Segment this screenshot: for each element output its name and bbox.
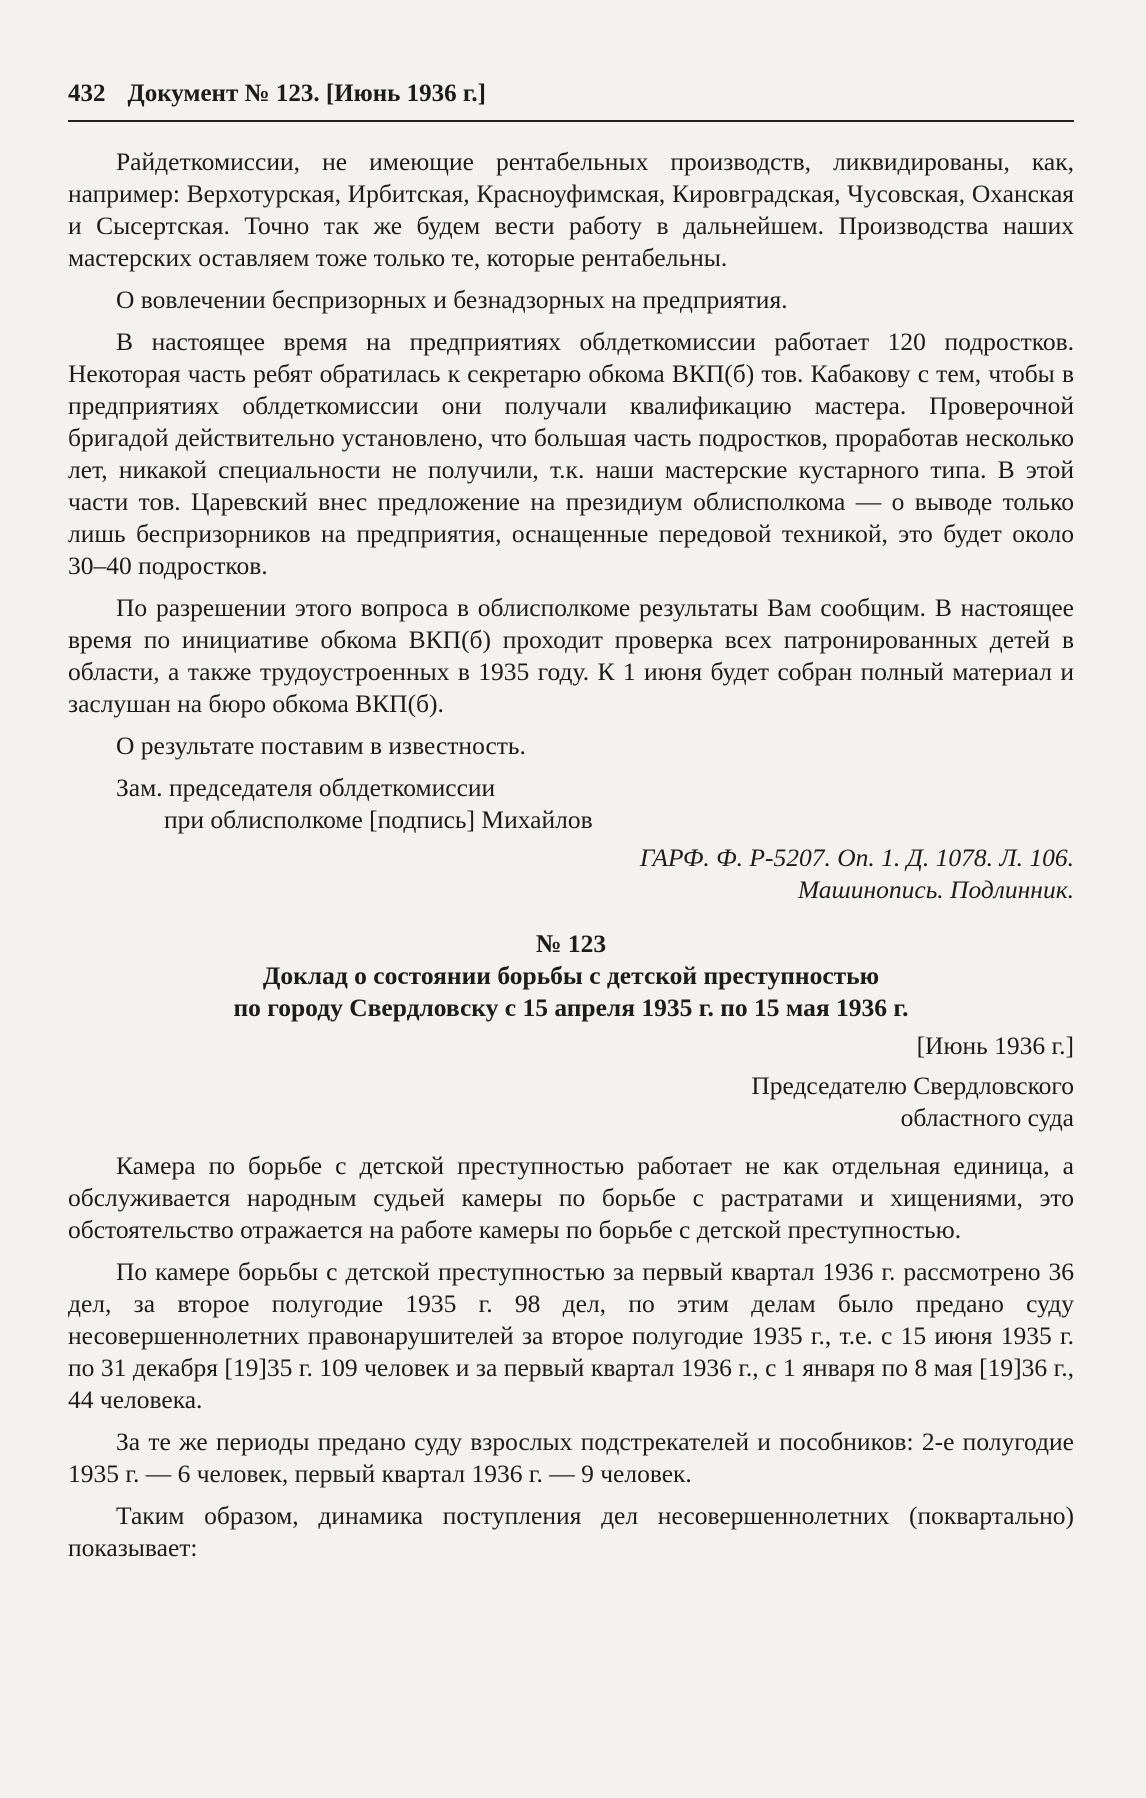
document-date: [Июнь 1936 г.] <box>916 1031 1074 1060</box>
paragraph: По камере борьбы с детской преступностью за первый квартал 1936 г. рассмотрено 36 дел, за второе полугодие 1935 г. 98 дел, по этим делам было предано суду несовершеннолетних правонарушителей за второе полугодие 1935 г., т.е. с 15 июня 1935 г. по 31 декабря [19]35 г. 109 человек и за первый квартал 1936 г., с 1 января по 8 мая [19]36 г., 44 человека. <box>68 1257 1074 1414</box>
paragraph: О вовлечении беспризорных и безнадзорных на предприятия. <box>116 285 788 314</box>
page-number: 432 <box>68 80 106 107</box>
paragraph: Камера по борьбе с детской преступностью работает не как отдельная единица, а обслуживается народным судьей камеры по борьбе с растратами и хищениями, это обстоятельство отражается на работе камеры по борьбе с детской преступностью. <box>68 1151 1074 1244</box>
paragraph: Таким образом, динамика поступления дел несовершеннолетних (поквартально) показывает: <box>68 1501 1074 1562</box>
signature-line: Зам. председателя облдеткомиссии <box>116 773 496 802</box>
paragraph: За те же периоды предано суду взрослых подстрекателей и пособников: 2-е полугодие 1935 г. — 6 человек, первый квартал 1936 г. — 9 человек. <box>68 1427 1074 1488</box>
addressee-line: областного суда <box>900 1103 1074 1132</box>
signature-block <box>68 772 1074 836</box>
paragraph: В настоящее время на предприятиях облдеткомиссии работает 120 подростков. Некоторая часть ребят обратилась к секретарю обкома ВКП(б) тов. Кабакову с тем, чтобы в предприятиях облдеткомиссии они получали квалификацию мастера. Проверочной бригадой действительно установлено, что большая часть подростков, проработав несколько лет, никакой специальности не получили, т.к. наши мастерские кустарного типа. В этой части тов. Царевский внес предложение на президиум облисполкома — о выводе только лишь беспризорников на предприятия, оснащенные передовой техникой, это будет около 30–40 подростков. <box>68 327 1074 580</box>
signature-line: при облисполкоме [подпись] Михайлов <box>164 805 593 834</box>
archive-reference <box>68 842 1074 906</box>
paragraph: О результате поставим в известность. <box>116 731 526 760</box>
archive-note: Машинопись. Подлинник. <box>797 875 1074 904</box>
addressee-line: Председателю Свердловского <box>751 1071 1074 1100</box>
document-title: по городу Свердловску с 15 апреля 1935 г. по 15 мая 1936 г. <box>233 993 909 1022</box>
document-title: Доклад о состоянии борьбы с детской преступностью <box>262 961 880 990</box>
paragraph: По разрешении этого вопроса в облисполкоме результаты Вам сообщим. В настоящее время по инициативе обкома ВКП(б) проходит проверка всех патронированных детей в области, а также трудоустроенных в 1935 году. К 1 июня будет собран полный материал и заслушан на бюро обкома ВКП(б). <box>68 593 1074 718</box>
paragraph: Райдеткомиссии, не имеющие рентабельных производств, ликвидированы, как, например: Верхотурская, Ирбитская, Красноуфимская, Кировградская, Чусовская, Оханская и Сысертская. Точно так же будем вести работу в дальнейшем. Производства наших мастерских оставляем тоже только те, которые рентабельны. <box>68 147 1074 272</box>
running-header <box>68 80 1074 108</box>
archive-citation: ГАРФ. Ф. Р-5207. Оп. 1. Д. 1078. Л. 106. <box>639 843 1074 872</box>
running-title: Документ № 123. [Июнь 1936 г.] <box>127 80 486 107</box>
addressee-block <box>68 1070 1074 1134</box>
document-number: № 123 <box>535 929 607 958</box>
page-body <box>68 146 1074 1564</box>
header-rule <box>68 120 1074 122</box>
